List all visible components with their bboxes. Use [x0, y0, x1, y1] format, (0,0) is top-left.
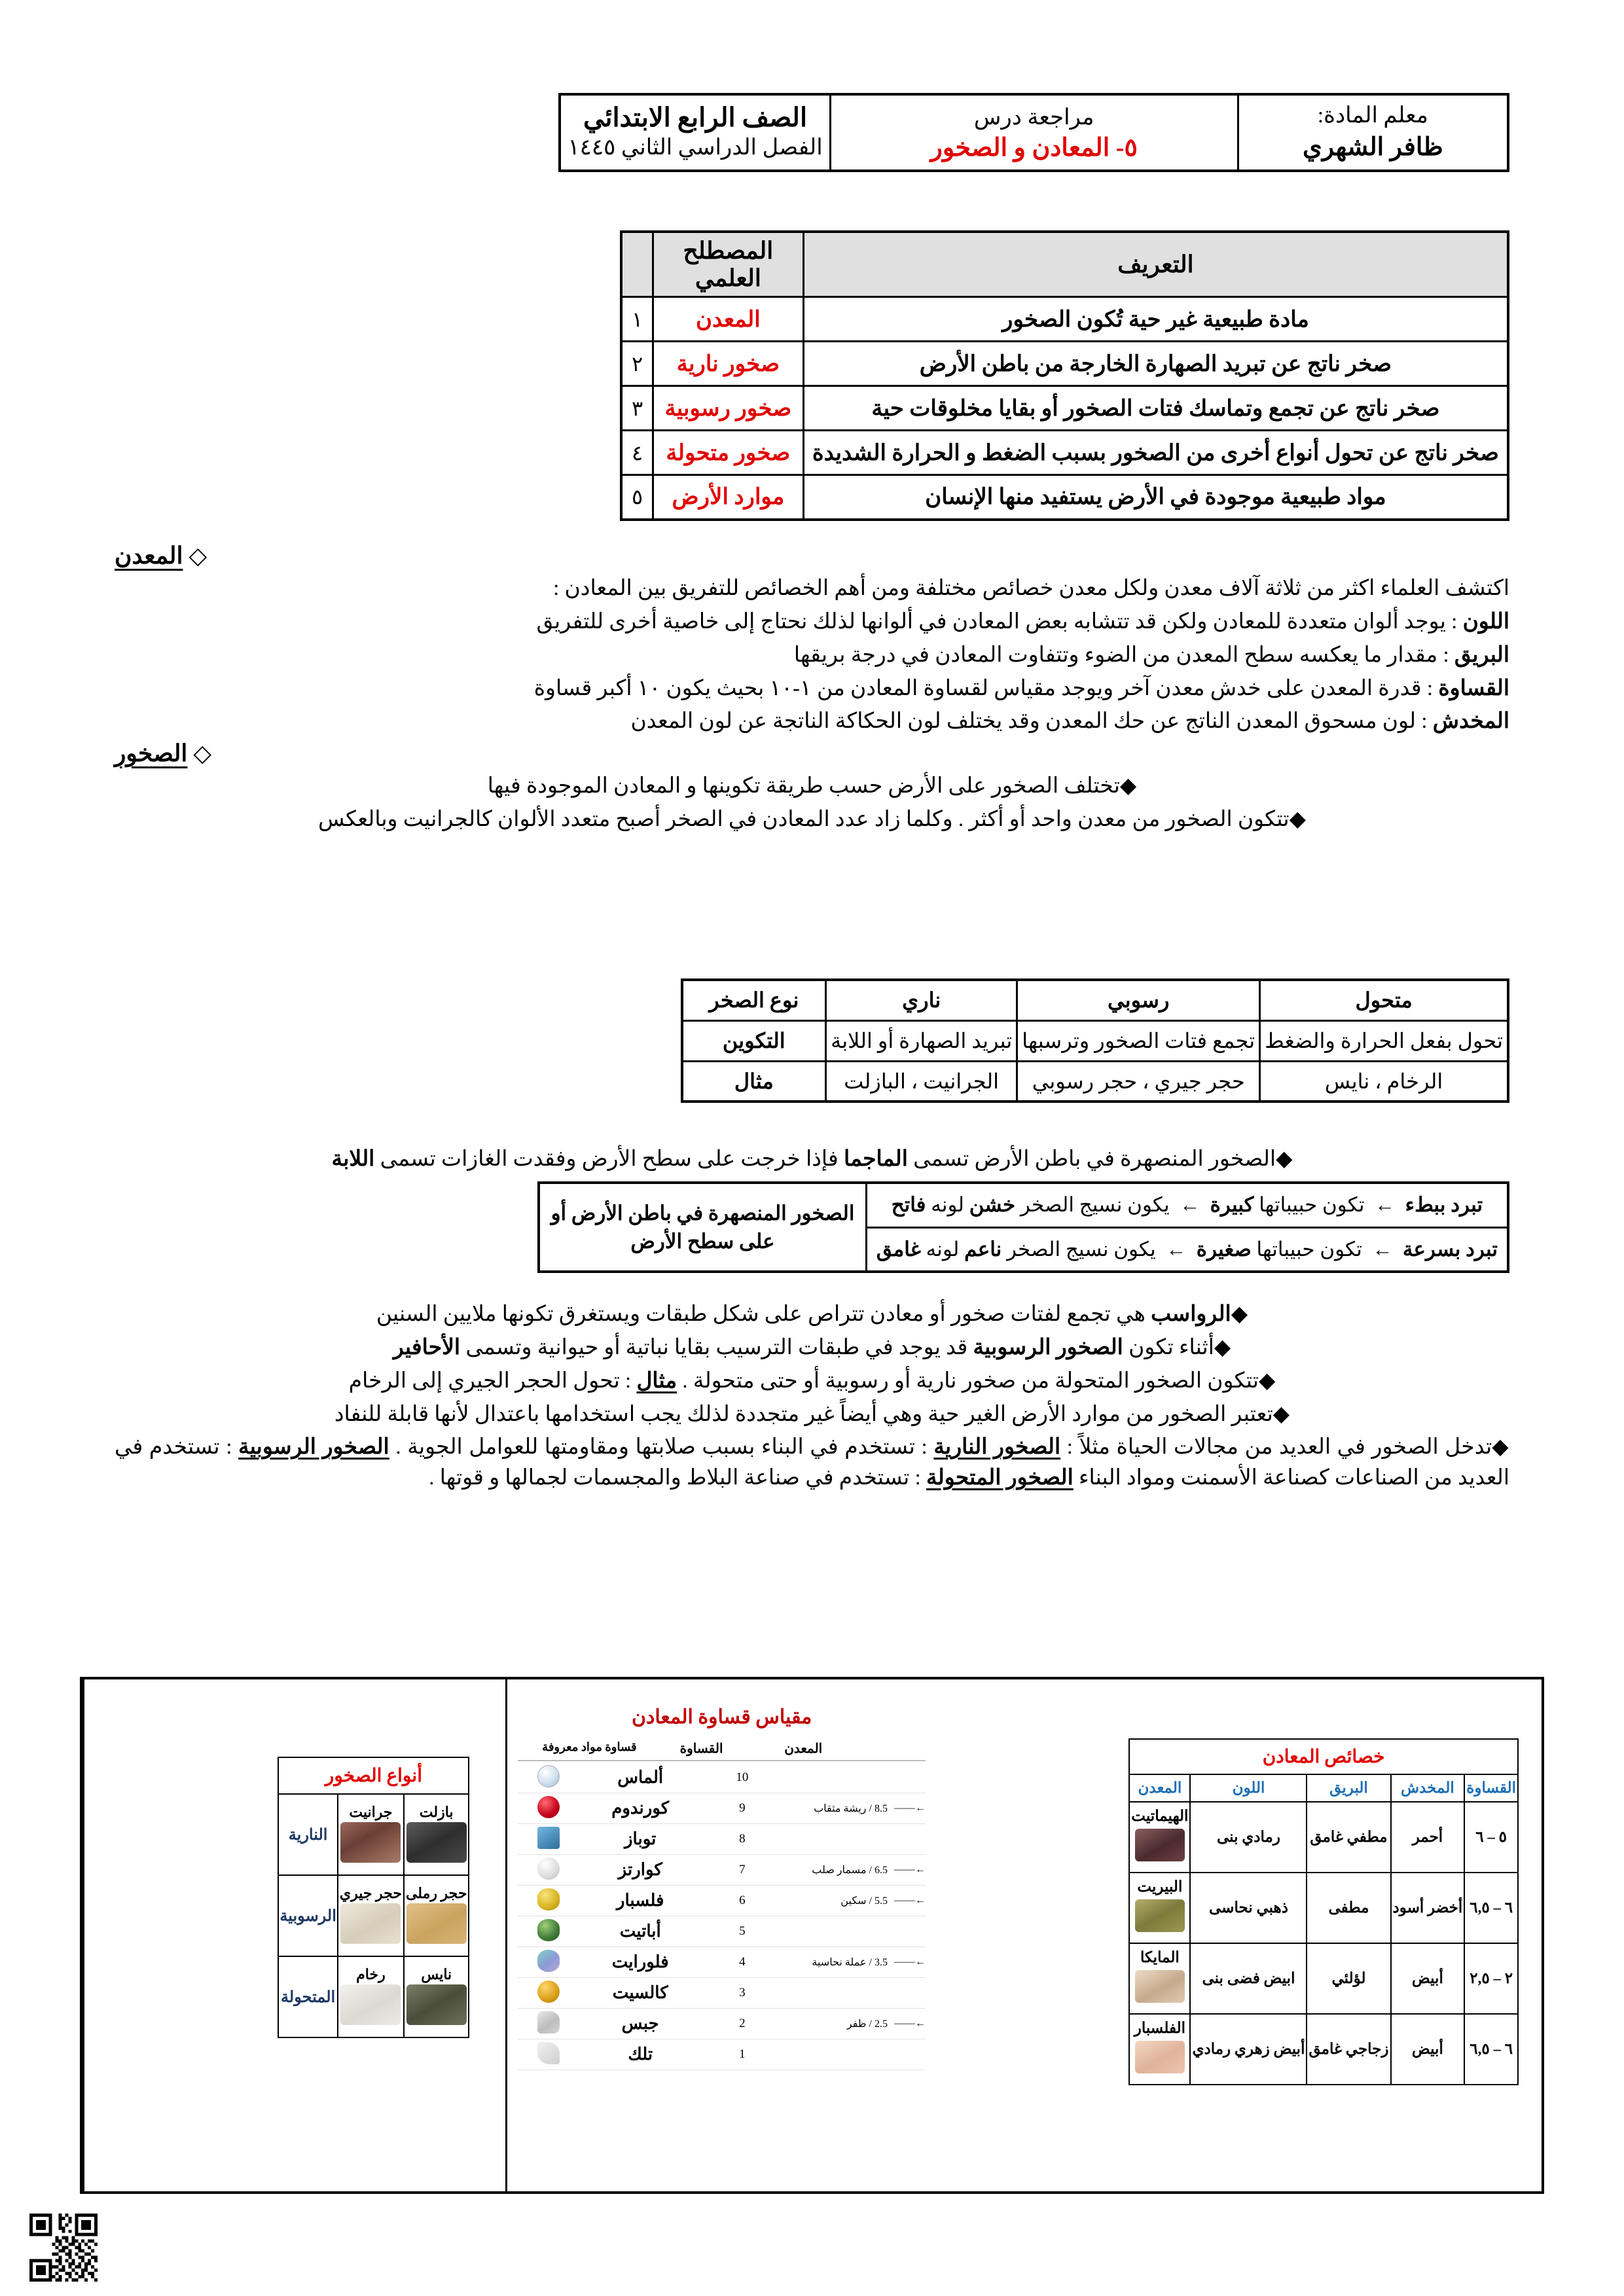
hardness-reference	[783, 1894, 926, 1907]
gem-icon	[518, 2042, 579, 2068]
properties-column-header: المخدش	[1391, 1774, 1465, 1802]
hardness-reference	[783, 1802, 926, 1815]
document-header	[558, 93, 1509, 172]
rock-sample-label: بازلت	[419, 1803, 454, 1820]
term-name: موارد الأرض	[653, 475, 803, 520]
uses-paragraph	[115, 1432, 1509, 1494]
metamorphic-uses-text: : تستخدم في صناعة البلاط والمجسمات لجمالها و قوتها .	[429, 1466, 927, 1490]
property-value-cell: رمادي بنى	[1190, 1802, 1307, 1873]
rock-sample-image	[340, 1903, 401, 1944]
rock-cell: الجرانيت ، البازلت	[826, 1061, 1017, 1102]
hardness-value: 1	[739, 2047, 746, 2061]
rock-sample-label: حجر جيري	[339, 1884, 402, 1901]
minerals-section-heading	[115, 542, 1509, 569]
header-teacher-cell	[1238, 94, 1508, 171]
header-teacher-name: ظافر الشهري	[1302, 133, 1443, 161]
gem-icon	[518, 1857, 579, 1883]
term-number: ٥	[621, 475, 653, 520]
reference-material-label: 6.5 / مسمار صلب	[812, 1865, 888, 1876]
arrow-left-icon: ←——	[891, 1803, 926, 1814]
rock-sample-cell	[338, 1875, 404, 1956]
table-row	[621, 297, 1508, 342]
rocks-bullet-2-text: تتكون الصخور من معدن واحد أو أكثر . وكلما زاد عدد المعادن في الصخر أصبح متعدد الألوان كالجرانيت وبالعكس	[318, 808, 1290, 832]
table-row	[621, 342, 1508, 386]
properties-figure-title: خصائص المعادن	[1129, 1739, 1518, 1774]
fossils-text: قد يوجد في طبقات الترسيب بقايا نباتية أو حيوانية وتسمى	[460, 1335, 973, 1359]
rock-sample-image	[406, 1903, 467, 1944]
table-row	[278, 1956, 469, 2037]
rock-sample-cell	[404, 1794, 469, 1875]
hardness-row	[518, 1978, 926, 2009]
sedimentary-uses-label: الصخور الرسوبية	[238, 1435, 389, 1460]
hardness-mineral-name: كالسيت	[612, 1983, 668, 2002]
property-value-cell: زجاجي غامق	[1307, 2014, 1390, 2085]
mineral-property-streak	[115, 706, 1509, 737]
hardness-mineral-name: فلسبار	[616, 1891, 664, 1910]
property-value-cell: أبيض	[1391, 1943, 1465, 2014]
rock-sample-cell	[404, 1956, 469, 2037]
diamond-small-icon-6: ◆	[1258, 1369, 1276, 1393]
hardness-value: 5	[739, 1924, 746, 1938]
hardness-value: 3	[739, 1986, 746, 2000]
term-number: ٣	[621, 386, 653, 431]
hardness-figure-title: مقياس قساوة المعادن	[632, 1706, 812, 1728]
melt-slow-texture: يكون نسيج الصخر خشن لونه فاتح	[891, 1193, 1170, 1217]
property-value-cell: أبيض زهري رمادي	[1190, 2014, 1307, 2085]
rock-sample-cell	[404, 1875, 469, 1956]
rock-cell: تحول بفعل الحرارة والضغط	[1260, 1020, 1508, 1061]
diamond-small-icon-5: ◆	[1214, 1335, 1231, 1359]
header-grade-cell	[560, 94, 830, 171]
melted-rocks-cooling-table	[537, 1181, 1509, 1273]
mineral-property-hardness	[115, 673, 1509, 704]
header-lesson-title: ٥- المعادن و الصخور	[930, 134, 1138, 162]
hardness-reference	[783, 1956, 926, 1969]
rock-types-comparison-table	[681, 978, 1509, 1103]
lava-term: اللابة	[331, 1147, 375, 1171]
melt-slow-cool: تبرد ببطء	[1405, 1193, 1483, 1217]
resources-text: تعتبر الصخور من موارد الأرض الغير حية وهي أيضاً غير متجددة لذلك يجب استخدامها باعتدال لأنها قابلة للنفاد	[334, 1402, 1273, 1426]
rock-cell: متحول	[1260, 980, 1508, 1020]
uses-intro: تدخل الصخور في العديد من مجالات الحياة مثلاً :	[1060, 1435, 1492, 1460]
term-definition: صخر ناتج عن تبريد الصهارة الخارجة من باطن الأرض	[803, 342, 1508, 386]
magma-note-middle: فإذا خرجت على سطح الأرض وفقدت الغازات تسمى	[374, 1147, 844, 1171]
term-number: ٤	[621, 431, 653, 475]
rock-sample-cell	[338, 1956, 404, 2037]
hardness-row	[518, 1947, 926, 1978]
rock-row-label: التكوين	[682, 1020, 826, 1061]
term-name: المعدن	[653, 297, 803, 342]
closing-bullet-fossils	[115, 1333, 1509, 1363]
melt-slow-grain: تكون حبيباتها كبيرة	[1210, 1193, 1365, 1217]
melt-slow-cell	[866, 1183, 1508, 1227]
reference-material-label: 2.5 / ظفر	[846, 2018, 888, 2030]
rocks-section-heading	[115, 740, 1509, 767]
figure-title-row	[278, 1757, 469, 1794]
rock-cell: ناري	[826, 980, 1017, 1020]
arrow-left-icon: ←——	[891, 2018, 926, 2029]
rock-cell: الرخام ، نايس	[1260, 1061, 1508, 1102]
hardness-mineral-name: كورندوم	[611, 1799, 670, 1818]
property-value-cell: ٢ – ٢,٥	[1464, 1943, 1518, 2014]
hardness-mineral-name: جبس	[621, 2014, 659, 2033]
hardness-value: 9	[739, 1801, 746, 1815]
gem-icon	[518, 1919, 579, 1945]
mineral-name-cell	[1129, 1802, 1190, 1873]
sedimentary-uses-text: : تستخدم في العديد من الصناعات كصناعة الأسمنت ومواد البناء	[115, 1435, 1509, 1490]
property-text-luster: : مقدار ما يعكسه سطح المعدن من الضوء وتتفاوت المعادن في درجة بريقها	[793, 643, 1454, 667]
igneous-uses-label: الصخور النارية	[933, 1435, 1061, 1460]
term-name: صخور نارية	[653, 342, 803, 386]
qr-code	[29, 2214, 98, 2282]
figure-hardness-column	[505, 1679, 936, 2191]
metamorphic-uses-label: الصخور المتحولة	[926, 1466, 1074, 1490]
diamond-small-icon-3: ◆	[1276, 1147, 1293, 1171]
metamorphic-text: تتكون الصخور المتحولة من صخور نارية أو رسوبية أو حتى متحولة .	[677, 1369, 1259, 1393]
hardness-value: 2	[739, 2017, 746, 2030]
table-row	[621, 475, 1508, 520]
terms-header-num	[621, 232, 653, 297]
properties-column-header: البريق	[1307, 1774, 1390, 1802]
rock-row-label: نوع الصخر	[682, 980, 826, 1020]
rock-sample-label: جرانيت	[349, 1803, 393, 1820]
term-number: ٢	[621, 342, 653, 386]
term-definition: مواد طبيعية موجودة في الأرض يستفيد منها الإنسان	[803, 475, 1508, 520]
figure-properties-column	[936, 1679, 1542, 2191]
property-value-cell: أخضر أسود	[1391, 1873, 1465, 1943]
main-content	[115, 542, 1509, 838]
gem-icon	[518, 1765, 579, 1791]
properties-header-row	[1129, 1774, 1518, 1802]
hardness-value: 10	[736, 1770, 749, 1784]
mineral-name-label: الهيماتيت	[1131, 1807, 1189, 1824]
properties-column-header: المعدن	[1129, 1774, 1190, 1802]
hardness-value: 4	[739, 1955, 746, 1969]
terms-header-definition: التعريف	[803, 232, 1508, 297]
mineral-sample-image	[1135, 1899, 1185, 1932]
header-lesson-cell	[830, 94, 1238, 171]
term-name: صخور متحولة	[653, 431, 803, 475]
mineral-name-label: البيريت	[1137, 1878, 1183, 1895]
fossils-term: الأحافير	[393, 1335, 461, 1359]
property-value-cell: ٥ – ٦	[1464, 1802, 1518, 1873]
example-label: مثال	[636, 1369, 677, 1393]
table-row	[682, 980, 1508, 1020]
magma-lava-note	[115, 1145, 1509, 1172]
hardness-header-row	[518, 1740, 926, 1761]
closing-bullet-resources	[115, 1399, 1509, 1430]
table-row	[278, 1794, 469, 1875]
rock-cell: حجر جيري ، حجر رسوبي	[1017, 1061, 1260, 1102]
mineral-property-luster	[115, 640, 1509, 671]
reference-material-label: 8.5 / ريشة مثقاب	[814, 1803, 888, 1814]
header-lesson-kicker: مراجعة درس	[973, 105, 1094, 130]
property-value-cell: ابيض فضى بنى	[1190, 1943, 1307, 2014]
reference-material-label: 5.5 / سكين	[840, 1895, 888, 1907]
table-row	[621, 431, 1508, 475]
gem-icon	[518, 2011, 579, 2037]
property-value-cell: أبيض	[1391, 2014, 1465, 2085]
table-row	[1129, 1802, 1518, 1873]
hardness-header-reference: قساوة مواد معروفة	[542, 1740, 637, 1753]
closing-bullet-metamorphic	[115, 1366, 1509, 1397]
header-teacher-label: معلم المادة:	[1317, 103, 1428, 128]
melt-fast-cell	[866, 1227, 1508, 1272]
diamond-bullet-icon: ◇	[189, 543, 208, 569]
arrow-left-icon: ←——	[891, 1864, 926, 1875]
property-label-hardness: القساوة	[1438, 676, 1509, 700]
properties-column-header: اللون	[1190, 1774, 1307, 1802]
arrow-left-icon-3: ←	[1367, 1237, 1398, 1261]
fossils-prefix: أثناء تكون	[1123, 1335, 1214, 1359]
hardness-mineral-name: كوارتز	[618, 1860, 662, 1879]
hardness-scale-figure	[518, 1706, 926, 2070]
figure-title-row	[1129, 1739, 1518, 1774]
mineral-property-color	[115, 607, 1509, 637]
diamond-bullet-icon-2: ◇	[193, 740, 212, 767]
terms-header-row	[621, 232, 1508, 297]
arrow-left-icon: ←——	[891, 1956, 926, 1967]
hardness-row	[518, 2009, 926, 2039]
properties-column-header: القساوة	[1464, 1774, 1518, 1802]
property-text-hardness: : قدرة المعدن على خدش معدن آخر ويوجد مقياس لقساوة المعادن من ١-١٠ بحيث يكون ١٠ أكبر قساوة	[533, 676, 1439, 700]
property-value-cell: ذهبي نحاسى	[1190, 1873, 1307, 1943]
table-row	[1129, 1873, 1518, 1943]
diamond-small-icon-8: ◆	[1492, 1435, 1509, 1460]
property-label-color: اللون	[1462, 609, 1509, 634]
minerals-intro-paragraph: اكتشف العلماء اكثر من ثلاثة آلاف معدن ولكل معدن خصائص مختلفة ومن أهم الخصائص للتفريق بين المعادن :	[553, 577, 1509, 600]
hardness-value: 8	[739, 1832, 746, 1846]
diamond-small-icon-7: ◆	[1272, 1402, 1290, 1426]
hardness-row	[518, 1855, 926, 1886]
hardness-row	[518, 1793, 926, 1824]
property-text-color: : يوجد ألوان متعددة للمعادن ولكن قد تتشابه بعض المعادن في ألوانها لذلك نحتاج إلى خاصية أخرى للتفريق	[536, 609, 1463, 634]
rock-sample-label: حجر رملى	[405, 1884, 467, 1901]
mineral-sample-image	[1135, 1829, 1185, 1861]
rock-row-label: مثال	[682, 1061, 826, 1102]
property-value-cell: أحمر	[1391, 1802, 1465, 1873]
hardness-reference	[783, 1863, 926, 1876]
table-row	[278, 1875, 469, 1956]
melt-fast-cool: تبرد بسرعة	[1402, 1237, 1498, 1261]
melt-row-slow	[539, 1183, 1508, 1227]
rocks-bullet-1	[115, 771, 1509, 802]
melt-table-header-cell: الصخور المنصهرة في باطن الأرض أو على سطح الأرض	[539, 1183, 866, 1272]
metamorphic-example: : تحول الحجر الجيري إلى الرخام	[348, 1369, 637, 1393]
magma-term: الماجما	[844, 1147, 908, 1171]
hardness-mineral-name: أباتيت	[619, 1922, 661, 1941]
table-row	[682, 1020, 1508, 1061]
figures-panel	[80, 1677, 1544, 2194]
arrow-left-icon-2: ←	[1174, 1193, 1205, 1217]
gem-icon	[518, 1827, 579, 1852]
sediments-text: هي تجمع لفتات صخور أو معادن تتراص على شكل طبقات ويستغرق تكونها ملايين السنين	[376, 1302, 1151, 1326]
hardness-header-value: القساوة	[679, 1742, 723, 1756]
arrow-left-icon-1: ←	[1369, 1193, 1400, 1217]
melt-fast-grain: تكون حبيباتها صغيرة	[1196, 1237, 1362, 1261]
minerals-heading-label: المعدن	[115, 543, 183, 569]
property-value-cell: ٦ – ٦,٥	[1464, 1873, 1518, 1943]
diamond-small-icon-4: ◆	[1231, 1302, 1248, 1326]
hardness-mineral-name: فلورايت	[611, 1952, 669, 1971]
rocks-heading-label: الصخور	[115, 740, 188, 767]
rock-sample-image	[340, 1822, 401, 1863]
sediments-term: الرواسب	[1151, 1302, 1231, 1326]
closing-bullet-sediments	[115, 1299, 1509, 1330]
rock-sample-label: رخام	[356, 1965, 386, 1982]
rock-cell: رسوبي	[1017, 980, 1260, 1020]
hardness-row	[518, 1763, 926, 1793]
hardness-row	[518, 1824, 926, 1855]
hardness-value: 7	[739, 1863, 746, 1876]
rock-cell: تبريد الصهارة أو اللابة	[826, 1020, 1017, 1061]
rock-types-figure-title: أنواع الصخور	[278, 1757, 469, 1794]
sedimentary-rocks-term: الصخور الرسوبية	[973, 1335, 1123, 1359]
arrow-left-icon-4: ←	[1161, 1237, 1192, 1261]
mineral-name-cell	[1129, 1943, 1190, 2014]
table-row	[621, 386, 1508, 431]
rock-sample-label: نايس	[421, 1965, 452, 1982]
property-label-luster: البريق	[1454, 643, 1509, 667]
rock-sample-cell	[338, 1794, 404, 1875]
hardness-row	[518, 2039, 926, 2070]
closing-bullets	[115, 1299, 1509, 1496]
table-row	[1129, 1943, 1518, 2014]
header-term: الفصل الدراسي الثاني ١٤٤٥	[568, 135, 823, 160]
hardness-mineral-name: تلك	[628, 2045, 653, 2064]
table-row	[1129, 2014, 1518, 2085]
rocks-bullet-1-text: تختلف الصخور على الأرض حسب طريقة تكوينها و المعادن الموجودة فيها	[487, 774, 1120, 798]
gem-icon	[518, 1796, 579, 1821]
rock-category-label: الرسوبية	[278, 1875, 338, 1956]
hardness-value: 6	[739, 1893, 746, 1907]
property-value-cell: لؤلئي	[1307, 1943, 1390, 2014]
hardness-header-mineral: المعدن	[784, 1742, 823, 1756]
rock-sample-image	[340, 1984, 401, 2025]
property-label-streak: المخدش	[1432, 709, 1509, 734]
qr-code-icon	[29, 2214, 98, 2282]
diamond-small-icon-1: ◆	[1119, 774, 1137, 798]
term-definition: صخر ناتج عن تحول أنواع أخرى من الصخور بسبب الضغط و الحرارة الشديدة	[803, 431, 1508, 475]
rock-sample-image	[406, 1822, 467, 1863]
rock-category-label: المتحولة	[278, 1956, 338, 2037]
scientific-terms-table	[620, 230, 1509, 521]
terms-header-term: المصطلح العلمي	[653, 232, 803, 297]
mineral-name-cell	[1129, 1873, 1190, 1943]
term-definition: صخر ناتج عن تجمع وتماسك فتات الصخور أو بقايا مخلوقات حية	[803, 386, 1508, 431]
igneous-uses-text: : تستخدم في البناء بسبب صلابتها ومقاومتها للعوامل الجوية .	[389, 1435, 934, 1460]
table-row	[682, 1061, 1508, 1102]
reference-material-label: 3.5 / عملة نحاسية	[812, 1957, 888, 1968]
magma-note-prefix: الصخور المنصهرة في باطن الأرض تسمى	[907, 1147, 1276, 1171]
mineral-name-label: المايكا	[1140, 1948, 1180, 1965]
mineral-sample-image	[1135, 2041, 1185, 2073]
figure-rock-types-column	[82, 1679, 505, 2191]
mineral-sample-image	[1135, 1970, 1185, 2003]
rock-category-label: النارية	[278, 1794, 338, 1875]
gem-icon	[518, 1888, 579, 1914]
rock-types-figure	[278, 1757, 469, 2038]
rock-sample-image	[406, 1984, 467, 2025]
term-name: صخور رسوبية	[653, 386, 803, 431]
mineral-name-cell	[1129, 2014, 1190, 2085]
diamond-small-icon-2: ◆	[1289, 808, 1306, 832]
hardness-reference	[783, 2017, 926, 2030]
hardness-row	[518, 1916, 926, 1947]
hardness-mineral-name: ألماس	[617, 1768, 664, 1787]
rock-cell: تجمع فتات الصخور وترسبها	[1017, 1020, 1260, 1061]
hardness-mineral-name: توباز	[624, 1829, 657, 1848]
arrow-left-icon: ←——	[891, 1895, 926, 1906]
property-text-streak: : لون مسحوق المعدن الناتج عن حك المعدن وقد يختلف لون الحكاكة الناتجة عن لون المعدن	[630, 709, 1433, 734]
melt-fast-texture: يكون نسيج الصخر ناعم لونه غامق	[876, 1237, 1156, 1261]
header-grade: الصف الرابع الابتدائي	[583, 103, 808, 133]
rocks-bullet-2	[115, 804, 1509, 835]
hardness-row	[518, 1886, 926, 1916]
minerals-properties-figure	[1128, 1738, 1519, 2085]
property-value-cell: ٦ – ٦,٥	[1464, 2014, 1518, 2085]
term-definition: مادة طبيعية غير حية تُكون الصخور	[803, 297, 1508, 342]
property-value-cell: مطفي غامق	[1307, 1802, 1390, 1873]
mineral-name-label: الفلسبار	[1134, 2019, 1185, 2036]
term-number: ١	[621, 297, 653, 342]
gem-icon	[518, 1950, 579, 1975]
gem-icon	[518, 1981, 579, 2006]
property-value-cell: مطفى	[1307, 1873, 1390, 1943]
